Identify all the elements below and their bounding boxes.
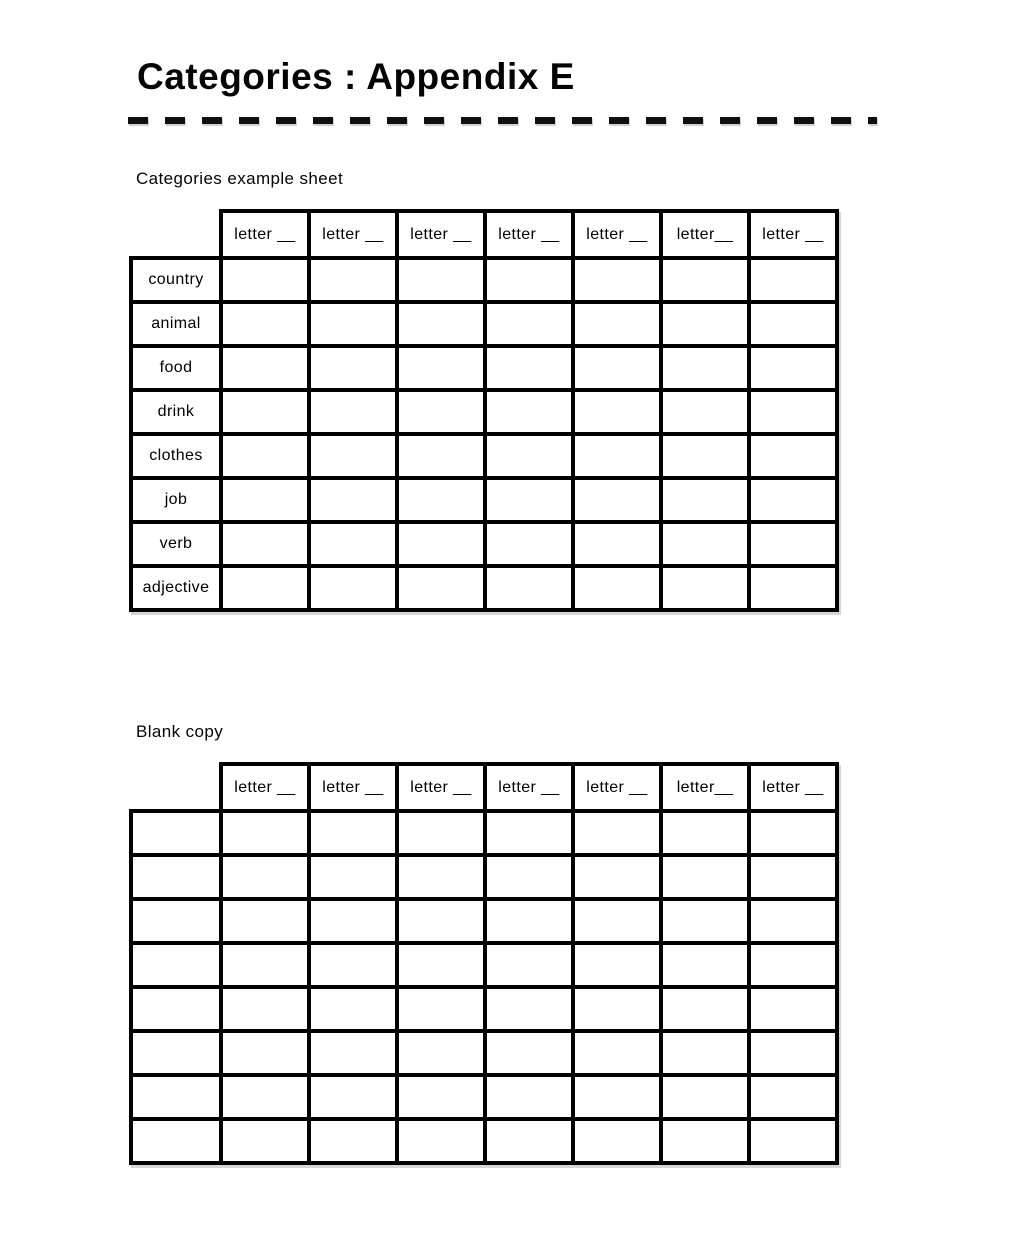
grid-cell (221, 987, 309, 1031)
grid-cell (309, 1119, 397, 1163)
grid-cell (309, 522, 397, 566)
column-header: letter __ (397, 764, 485, 811)
grid-cell (485, 1075, 573, 1119)
grid-cell (309, 899, 397, 943)
grid-cell (661, 566, 749, 610)
grid-cell (309, 434, 397, 478)
column-header: letter __ (485, 764, 573, 811)
grid-cell (397, 346, 485, 390)
grid-cell (397, 811, 485, 855)
row-label: verb (131, 522, 221, 566)
grid-cell (221, 943, 309, 987)
column-header: letter __ (749, 764, 837, 811)
grid-cell (661, 346, 749, 390)
row-label: drink (131, 390, 221, 434)
grid-cell (485, 434, 573, 478)
grid-cell (309, 943, 397, 987)
grid-cell (397, 855, 485, 899)
grid-cell (309, 811, 397, 855)
grid-cell (573, 566, 661, 610)
grid-cell (309, 346, 397, 390)
grid-cell (309, 566, 397, 610)
grid-cell (309, 258, 397, 302)
table-row (131, 1031, 837, 1075)
row-label-empty (131, 855, 221, 899)
grid-cell (397, 478, 485, 522)
grid-cell (661, 899, 749, 943)
grid-cell (573, 302, 661, 346)
table-row (131, 258, 837, 302)
column-header: letter __ (749, 211, 837, 258)
grid-cell (573, 899, 661, 943)
grid-cell (485, 302, 573, 346)
column-header: letter __ (573, 764, 661, 811)
grid-cell (485, 390, 573, 434)
table-row (131, 987, 837, 1031)
table-row (131, 811, 837, 855)
grid-cell (573, 522, 661, 566)
column-header: letter __ (221, 764, 309, 811)
grid-cell (661, 302, 749, 346)
blank-table (129, 762, 839, 1165)
grid-cell (221, 478, 309, 522)
grid-cell (573, 346, 661, 390)
row-label-empty (131, 1119, 221, 1163)
grid-cell (661, 855, 749, 899)
grid-cell (661, 987, 749, 1031)
grid-cell (749, 855, 837, 899)
grid-cell (749, 434, 837, 478)
grid-cell (749, 258, 837, 302)
row-label-empty (131, 1031, 221, 1075)
grid-cell (661, 1031, 749, 1075)
grid-cell (661, 1075, 749, 1119)
grid-cell (221, 566, 309, 610)
table-row (131, 855, 837, 899)
grid-cell (749, 987, 837, 1031)
column-header: letter __ (573, 211, 661, 258)
grid-cell (397, 1119, 485, 1163)
grid-cell (485, 522, 573, 566)
grid-cell (221, 811, 309, 855)
grid-cell (485, 899, 573, 943)
row-label: clothes (131, 434, 221, 478)
row-label-empty (131, 943, 221, 987)
grid-cell (749, 1119, 837, 1163)
grid-cell (661, 478, 749, 522)
grid-cell (661, 943, 749, 987)
grid-cell (661, 811, 749, 855)
grid-cell (309, 855, 397, 899)
grid-cell (221, 1075, 309, 1119)
column-header: letter__ (661, 211, 749, 258)
grid-cell (221, 346, 309, 390)
grid-cell (485, 258, 573, 302)
grid-cell (485, 478, 573, 522)
grid-cell (573, 855, 661, 899)
grid-cell (309, 390, 397, 434)
grid-cell (221, 1119, 309, 1163)
grid-cell (573, 943, 661, 987)
grid-cell (397, 566, 485, 610)
row-label-empty (131, 899, 221, 943)
grid-cell (749, 346, 837, 390)
grid-cell (397, 1031, 485, 1075)
grid-cell (397, 899, 485, 943)
grid-cell (309, 302, 397, 346)
table-row (131, 346, 837, 390)
grid-cell (397, 434, 485, 478)
column-header: letter __ (397, 211, 485, 258)
grid-cell (397, 943, 485, 987)
grid-cell (397, 390, 485, 434)
grid-cell (749, 522, 837, 566)
grid-cell (485, 346, 573, 390)
grid-cell (573, 258, 661, 302)
column-header: letter __ (221, 211, 309, 258)
grid-cell (749, 1075, 837, 1119)
grid-cell (749, 390, 837, 434)
grid-cell (749, 811, 837, 855)
grid-cell (309, 987, 397, 1031)
grid-cell (485, 1119, 573, 1163)
grid-cell (397, 987, 485, 1031)
table-row (131, 522, 837, 566)
grid-cell (749, 899, 837, 943)
corner-spacer (131, 764, 221, 811)
grid-cell (573, 811, 661, 855)
grid-cell (485, 943, 573, 987)
row-label: job (131, 478, 221, 522)
grid-cell (485, 855, 573, 899)
grid-cell (573, 390, 661, 434)
column-header: letter __ (309, 764, 397, 811)
grid-cell (221, 434, 309, 478)
table-row (131, 302, 837, 346)
grid-cell (309, 1031, 397, 1075)
table-row (131, 434, 837, 478)
column-header: letter__ (661, 764, 749, 811)
grid-cell (661, 522, 749, 566)
grid-cell (485, 987, 573, 1031)
grid-cell (397, 1075, 485, 1119)
grid-cell (397, 522, 485, 566)
table-row (131, 478, 837, 522)
grid-cell (221, 258, 309, 302)
grid-cell (661, 434, 749, 478)
example-header-row (131, 211, 837, 258)
grid-cell (661, 258, 749, 302)
grid-cell (749, 943, 837, 987)
grid-cell (749, 478, 837, 522)
table-row (131, 390, 837, 434)
grid-cell (485, 1031, 573, 1075)
grid-cell (221, 302, 309, 346)
row-label: adjective (131, 566, 221, 610)
row-label: animal (131, 302, 221, 346)
page-title: Categories : Appendix E (137, 56, 575, 97)
grid-cell (661, 390, 749, 434)
column-header: letter __ (309, 211, 397, 258)
row-label: food (131, 346, 221, 390)
table-row (131, 1075, 837, 1119)
grid-cell (573, 987, 661, 1031)
grid-cell (221, 1031, 309, 1075)
grid-cell (573, 434, 661, 478)
grid-cell (397, 302, 485, 346)
dashed-divider-rule (128, 117, 877, 124)
grid-cell (749, 302, 837, 346)
grid-cell (573, 478, 661, 522)
grid-cell (485, 811, 573, 855)
grid-cell (573, 1075, 661, 1119)
row-label-empty (131, 987, 221, 1031)
row-label: country (131, 258, 221, 302)
table-row (131, 566, 837, 610)
grid-cell (485, 566, 573, 610)
table-row (131, 943, 837, 987)
grid-cell (221, 899, 309, 943)
blank-header-row (131, 764, 837, 811)
table-row (131, 1119, 837, 1163)
grid-cell (661, 1119, 749, 1163)
grid-cell (221, 855, 309, 899)
grid-cell (397, 258, 485, 302)
grid-cell (573, 1031, 661, 1075)
grid-cell (749, 1031, 837, 1075)
grid-cell (749, 566, 837, 610)
table-row (131, 899, 837, 943)
grid-cell (573, 1119, 661, 1163)
grid-cell (221, 522, 309, 566)
row-label-empty (131, 1075, 221, 1119)
section-label-blank: Blank copy (136, 722, 224, 741)
grid-cell (309, 1075, 397, 1119)
corner-spacer (131, 211, 221, 258)
grid-cell (309, 478, 397, 522)
section-label-example: Categories example sheet (136, 169, 344, 188)
example-table (129, 209, 839, 612)
column-header: letter __ (485, 211, 573, 258)
grid-cell (221, 390, 309, 434)
row-label-empty (131, 811, 221, 855)
